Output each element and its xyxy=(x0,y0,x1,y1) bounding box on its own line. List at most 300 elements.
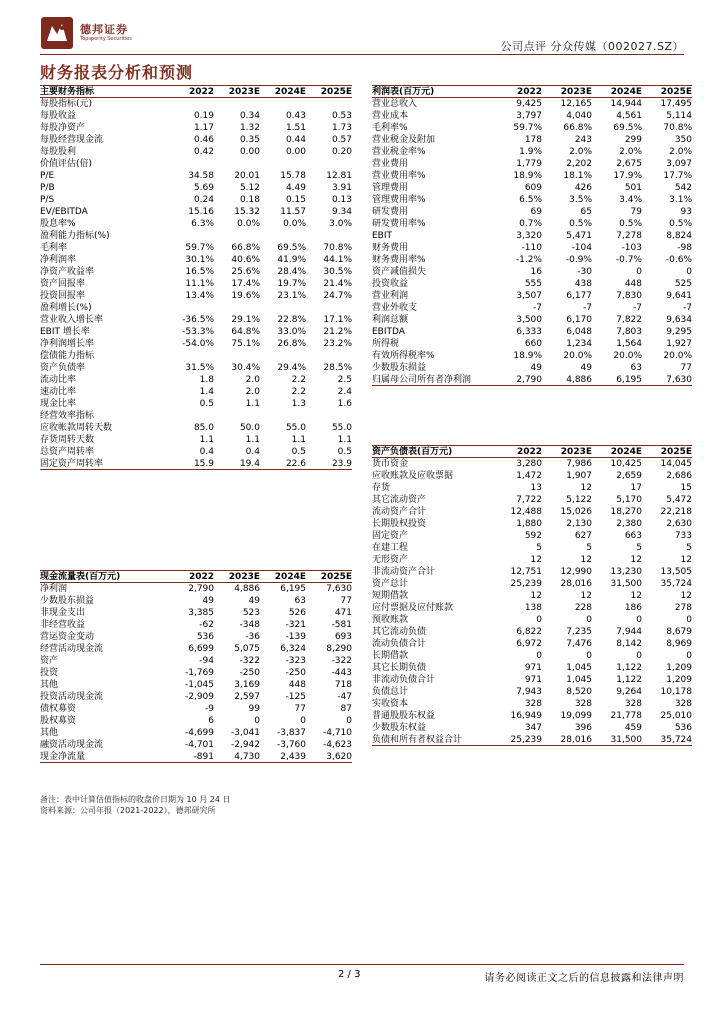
cell-value: 8,142 xyxy=(616,639,642,649)
row-label: EV/EBITDA xyxy=(40,207,88,217)
cell-value: 733 xyxy=(674,531,692,541)
cell-value: 0.0% xyxy=(237,219,260,229)
cell-value: 7,822 xyxy=(616,315,642,325)
cell-value: 1.1 xyxy=(245,435,260,445)
cell-value: 28.5% xyxy=(323,363,352,373)
table-title: 现金流量表(百万元) xyxy=(40,571,121,582)
table-row xyxy=(40,631,352,643)
table-row xyxy=(40,691,352,703)
table-row xyxy=(372,98,692,110)
table-row xyxy=(40,206,352,218)
cell-value: 3,507 xyxy=(516,291,542,301)
column-header: 2025E xyxy=(660,446,692,457)
cell-value: 23.9 xyxy=(331,458,352,469)
table-row xyxy=(40,182,352,194)
table-row xyxy=(40,446,352,458)
cell-value: 66.8% xyxy=(231,243,260,253)
cell-value: 1.51 xyxy=(285,123,306,133)
cell-value: 22.6 xyxy=(285,458,306,469)
cell-value: 138 xyxy=(524,603,542,613)
cell-value: 59.7% xyxy=(513,123,542,133)
column-header: 2022 xyxy=(188,86,214,97)
table-row xyxy=(372,290,692,302)
cell-value: 555 xyxy=(524,279,542,289)
cell-value: 1,045 xyxy=(566,675,592,685)
cell-value: -4,623 xyxy=(322,740,352,750)
cell-value: 0.5 xyxy=(337,447,352,457)
table-row xyxy=(372,194,692,206)
cell-value: -7 xyxy=(583,303,592,313)
cell-value: 8,520 xyxy=(566,687,592,697)
cell-value: 1.17 xyxy=(193,123,214,133)
cell-value: 19.7% xyxy=(277,279,306,289)
table-header xyxy=(40,85,352,98)
row-label: 盈利增长(%) xyxy=(40,303,92,313)
cell-value: 50.0 xyxy=(239,423,260,433)
cell-value: 2,659 xyxy=(616,471,642,481)
table-row xyxy=(40,122,352,134)
row-label: P/B xyxy=(40,183,55,193)
cell-value: 22.8% xyxy=(277,315,306,325)
table-row xyxy=(372,662,692,674)
logo-english-name: Topsperity Securities xyxy=(80,36,132,42)
table-row xyxy=(40,326,352,338)
cell-value: 0.53 xyxy=(331,111,352,121)
cell-value: -250 xyxy=(285,668,306,678)
cell-value: 6,195 xyxy=(280,584,306,594)
cell-value: -322 xyxy=(331,656,352,666)
cell-value: 0 xyxy=(686,651,692,661)
cell-value: 6,822 xyxy=(516,627,542,637)
cell-value: 18,270 xyxy=(610,507,642,517)
cell-value: -9 xyxy=(205,704,214,714)
cell-value: 21.4% xyxy=(323,279,352,289)
cell-value: 16,949 xyxy=(510,711,542,721)
row-label: 总资产周转率 xyxy=(40,447,95,457)
table-row xyxy=(40,170,352,182)
cell-value: 0 xyxy=(636,651,642,661)
cell-value: 11.1% xyxy=(185,279,214,289)
cell-value: 0.7% xyxy=(519,219,542,229)
table-row xyxy=(40,302,352,314)
row-label: P/E xyxy=(40,171,55,181)
table-row xyxy=(40,595,352,607)
footer-divider xyxy=(40,964,684,965)
cell-value: 0.46 xyxy=(193,135,214,145)
table-row xyxy=(40,667,352,679)
cell-value: 63 xyxy=(294,596,306,606)
row-label: 偿债能力指标 xyxy=(40,351,95,361)
cell-value: 2,380 xyxy=(616,519,642,529)
cell-value: 448 xyxy=(288,680,306,690)
cell-value: 24.7% xyxy=(323,291,352,301)
cell-value: 19.4 xyxy=(239,458,260,469)
cell-value: 1,564 xyxy=(616,339,642,349)
cell-value: 3.91 xyxy=(331,183,352,193)
cell-value: 63 xyxy=(630,363,642,373)
cell-value: 9,641 xyxy=(666,291,692,301)
cell-value: 69.5% xyxy=(613,123,642,133)
cell-value: 2,790 xyxy=(188,584,214,594)
row-label: 净资产收益率 xyxy=(40,267,95,277)
cell-value: -1.2% xyxy=(515,255,542,265)
cell-value: 2,130 xyxy=(566,519,592,529)
cell-value: 23.1% xyxy=(277,291,306,301)
table-row xyxy=(40,242,352,254)
cell-value: 5,472 xyxy=(666,495,692,505)
cell-value: 1,927 xyxy=(666,339,692,349)
cash-flow-table xyxy=(40,570,352,763)
column-header: 2023E xyxy=(560,86,592,97)
notes xyxy=(40,794,231,816)
row-label: 经营活动现金流 xyxy=(40,644,104,654)
row-label: 毛利率 xyxy=(40,243,68,253)
page-title: 财务报表分析和预测 xyxy=(40,63,194,82)
cell-value: 299 xyxy=(624,135,642,145)
row-label: 少数股东权益 xyxy=(372,723,427,733)
cell-value: 523 xyxy=(242,608,260,618)
cell-value: 18.9% xyxy=(513,351,542,361)
column-header: 2025E xyxy=(660,86,692,97)
row-label: 投资 xyxy=(40,668,59,678)
cell-value: 3,500 xyxy=(516,315,542,325)
main-indicators-table xyxy=(40,85,352,470)
cell-value: 31.5% xyxy=(185,363,214,373)
cell-value: 6,324 xyxy=(280,644,306,654)
cell-value: 6,333 xyxy=(516,327,542,337)
table-row xyxy=(40,398,352,410)
cell-value: 426 xyxy=(574,183,592,193)
cell-value: 6,699 xyxy=(188,644,214,654)
cell-value: 0.13 xyxy=(331,195,352,205)
table-row xyxy=(372,278,692,290)
row-label: 财务费用 xyxy=(372,243,409,253)
cell-value: 10,425 xyxy=(610,459,642,469)
cell-value: -53.3% xyxy=(182,327,214,337)
row-label: 净利润 xyxy=(40,584,68,594)
row-label: 净利润率 xyxy=(40,255,77,265)
header-divider xyxy=(40,54,684,55)
cell-value: 25,239 xyxy=(510,734,542,745)
cell-value: 0.43 xyxy=(285,111,306,121)
row-label: 营业成本 xyxy=(372,111,409,121)
cell-value: 2.4 xyxy=(337,387,352,397)
column-header: 2022 xyxy=(188,571,214,582)
row-label: 非流动负债合计 xyxy=(372,675,436,685)
cell-value: 19,099 xyxy=(560,711,592,721)
cell-value: 693 xyxy=(334,632,352,642)
cell-value: 0.44 xyxy=(285,135,306,145)
cell-value: 0.5% xyxy=(619,219,642,229)
row-label: EBIT xyxy=(372,231,393,241)
table-row xyxy=(40,110,352,122)
cell-value: 0 xyxy=(586,651,592,661)
cell-value: 1.1 xyxy=(291,435,306,445)
cell-value: 0 xyxy=(586,615,592,625)
cell-value: 69 xyxy=(530,207,542,217)
column-header: 2024E xyxy=(274,86,306,97)
column-header: 2023E xyxy=(228,571,260,582)
row-label: 投资活动现金流 xyxy=(40,692,104,702)
row-label: 利润总额 xyxy=(372,315,409,325)
cell-value: 12 xyxy=(680,555,692,565)
cell-value: -2,942 xyxy=(230,740,260,750)
table-row xyxy=(372,314,692,326)
table-row xyxy=(40,643,352,655)
table-row xyxy=(40,290,352,302)
legal-disclaimer: 请务必阅读正文之后的信息披露和法律声明 xyxy=(484,973,684,984)
table-row xyxy=(40,158,352,170)
cell-value: -4,701 xyxy=(184,740,214,750)
row-label: 股息率% xyxy=(40,219,76,229)
table-row xyxy=(40,583,352,595)
cell-value: 8,679 xyxy=(666,627,692,637)
cell-value: 278 xyxy=(674,603,692,613)
table-row xyxy=(372,338,692,350)
cell-value: -7 xyxy=(683,303,692,313)
table-row xyxy=(40,422,352,434)
row-label: 在建工程 xyxy=(372,543,409,553)
note-valuation-date: 备注：表中计算估值指标的收盘价日期为 10 月 24 日 xyxy=(40,795,231,804)
table-row xyxy=(40,350,352,362)
cell-value: 9,634 xyxy=(666,315,692,325)
row-label: 每股经营现金流 xyxy=(40,135,104,145)
cell-value: -2,909 xyxy=(184,692,214,702)
row-label: 营业费用率% xyxy=(372,171,426,181)
cell-value: 8,824 xyxy=(666,231,692,241)
cell-value: 20.0% xyxy=(663,351,692,361)
logo-emblem-icon xyxy=(40,16,74,50)
cell-value: 66.8% xyxy=(563,123,592,133)
note-data-source: 资料来源：公司年报（2021-2022），德邦研究所 xyxy=(40,806,216,815)
cell-value: 18.1% xyxy=(563,171,592,181)
row-label: 负债总计 xyxy=(372,687,409,697)
cell-value: 4,730 xyxy=(234,751,260,762)
cell-value: 1.8 xyxy=(199,375,214,385)
cell-value: 5 xyxy=(686,543,692,553)
table-row xyxy=(372,134,692,146)
row-label: 研发费用 xyxy=(372,207,409,217)
table-row xyxy=(372,302,692,314)
cell-value: 11.57 xyxy=(280,207,306,217)
cell-value: 41.9% xyxy=(277,255,306,265)
cell-value: 7,630 xyxy=(326,584,352,594)
cell-value: 87 xyxy=(340,704,352,714)
cell-value: 2.0 xyxy=(245,387,260,397)
table-row xyxy=(372,470,692,482)
table-row xyxy=(40,739,352,751)
cell-value: 3.0% xyxy=(329,219,352,229)
cell-value: 18.9% xyxy=(513,171,542,181)
table-row xyxy=(40,230,352,242)
cell-value: 0.35 xyxy=(239,135,260,145)
table-row xyxy=(372,566,692,578)
table-row xyxy=(372,494,692,506)
cell-value: -3,760 xyxy=(276,740,306,750)
cell-value: 17.1% xyxy=(323,315,352,325)
cell-value: 5,122 xyxy=(566,495,592,505)
cell-value: 99 xyxy=(248,704,260,714)
cell-value: 971 xyxy=(524,675,542,685)
cell-value: 3,797 xyxy=(516,111,542,121)
table-row xyxy=(372,254,692,266)
cell-value: 0 xyxy=(536,651,542,661)
table-row xyxy=(372,686,692,698)
cell-value: 30.5% xyxy=(323,267,352,277)
cell-value: 1,209 xyxy=(666,675,692,685)
cell-value: 4,886 xyxy=(566,374,592,385)
table-row xyxy=(372,590,692,602)
cell-value: 243 xyxy=(574,135,592,145)
cell-value: 1.32 xyxy=(239,123,260,133)
cell-value: -348 xyxy=(239,620,260,630)
cell-value: 12 xyxy=(530,555,542,565)
row-label: 货币资金 xyxy=(372,459,409,469)
cell-value: -322 xyxy=(239,656,260,666)
cell-value: 0.19 xyxy=(193,111,214,121)
cell-value: 1.6 xyxy=(337,399,352,409)
table-row xyxy=(372,122,692,134)
row-label: 营业利润 xyxy=(372,291,409,301)
table-row xyxy=(372,158,692,170)
row-label: 经营效率指标 xyxy=(40,411,95,421)
table-row xyxy=(372,374,692,386)
cell-value: 0.15 xyxy=(285,195,306,205)
row-label: 营业税金及附加 xyxy=(372,135,436,145)
table-row xyxy=(372,710,692,722)
table-row xyxy=(372,218,692,230)
table-row xyxy=(40,374,352,386)
cell-value: 3,320 xyxy=(516,231,542,241)
cell-value: 536 xyxy=(674,723,692,733)
cell-value: 25,010 xyxy=(660,711,692,721)
cell-value: 0 xyxy=(346,716,352,726)
cell-value: 8,290 xyxy=(326,644,352,654)
cell-value: 15 xyxy=(680,483,692,493)
cell-value: 29.4% xyxy=(277,363,306,373)
row-label: 应付票据及应付账款 xyxy=(372,603,454,613)
cell-value: 971 xyxy=(524,663,542,673)
cell-value: 0 xyxy=(300,716,306,726)
cell-value: -62 xyxy=(199,620,214,630)
cell-value: 0.5 xyxy=(199,399,214,409)
cell-value: 3,385 xyxy=(188,608,214,618)
table-row xyxy=(372,638,692,650)
table-title: 资产负债表(百万元) xyxy=(372,446,453,457)
row-label: 资产减值损失 xyxy=(372,267,427,277)
cell-value: 3.1% xyxy=(669,195,692,205)
cell-value: 20.0% xyxy=(563,351,592,361)
cell-value: 29.1% xyxy=(231,315,260,325)
company-logo xyxy=(40,16,160,50)
cell-value: 525 xyxy=(674,279,692,289)
cell-value: 21.2% xyxy=(323,327,352,337)
cell-value: 26.8% xyxy=(277,339,306,349)
cell-value: 0.4 xyxy=(199,447,214,457)
table-row xyxy=(372,698,692,710)
cell-value: 30.1% xyxy=(185,255,214,265)
cell-value: 0.18 xyxy=(239,195,260,205)
cell-value: 1.3 xyxy=(291,399,306,409)
cell-value: 33.0% xyxy=(277,327,306,337)
table-row xyxy=(40,434,352,446)
cell-value: 6,048 xyxy=(566,327,592,337)
cell-value: -1,769 xyxy=(184,668,214,678)
cell-value: 186 xyxy=(624,603,642,613)
cell-value: 34.58 xyxy=(188,171,214,181)
cell-value: 6,170 xyxy=(566,315,592,325)
cell-value: 40.6% xyxy=(231,255,260,265)
row-label: 股权募资 xyxy=(40,716,77,726)
page-number: 2 / 3 xyxy=(338,969,361,980)
cell-value: -581 xyxy=(331,620,352,630)
row-label: 营业外收支 xyxy=(372,303,418,313)
cell-value: 627 xyxy=(574,531,592,541)
table-row xyxy=(372,146,692,158)
table-row xyxy=(372,506,692,518)
cell-value: 7,830 xyxy=(616,291,642,301)
table-row xyxy=(40,338,352,350)
cell-value: 5.12 xyxy=(239,183,260,193)
cell-value: 350 xyxy=(674,135,692,145)
cell-value: 4.49 xyxy=(285,183,306,193)
cell-value: -0.7% xyxy=(615,255,642,265)
cell-value: 1,209 xyxy=(666,663,692,673)
cell-value: 22,218 xyxy=(660,507,692,517)
row-label: 固定资产 xyxy=(372,531,409,541)
cell-value: 3.4% xyxy=(619,195,642,205)
row-label: 资产回报率 xyxy=(40,279,86,289)
cell-value: 9,425 xyxy=(516,99,542,109)
cell-value: 8,969 xyxy=(666,639,692,649)
cell-value: 7,630 xyxy=(666,374,692,385)
cell-value: 28,016 xyxy=(560,579,592,589)
column-header: 2024E xyxy=(274,571,306,582)
cell-value: 2.0 xyxy=(245,375,260,385)
cell-value: 15.9 xyxy=(193,458,214,469)
cell-value: 9,264 xyxy=(616,687,642,697)
row-label: 流动负债合计 xyxy=(372,639,427,649)
column-header: 2022 xyxy=(516,86,542,97)
table-title: 利润表(百万元) xyxy=(372,86,435,97)
cell-value: 0.5 xyxy=(291,447,306,457)
cell-value: 17.4% xyxy=(231,279,260,289)
table-row xyxy=(40,218,352,230)
cell-value: 55.0 xyxy=(285,423,306,433)
cell-value: 49 xyxy=(202,596,214,606)
cell-value: 25,239 xyxy=(510,579,542,589)
cell-value: 10,178 xyxy=(660,687,692,697)
cell-value: 12 xyxy=(580,555,592,565)
row-label: 普通股股东权益 xyxy=(372,711,436,721)
table-row xyxy=(40,134,352,146)
cell-value: 6 xyxy=(208,716,214,726)
column-header: 2023E xyxy=(228,86,260,97)
row-label: 投资回报率 xyxy=(40,291,86,301)
cell-value: 536 xyxy=(196,632,214,642)
row-label: 有效所得税率% xyxy=(372,351,435,361)
cell-value: 0.0% xyxy=(283,219,306,229)
cell-value: 0.00 xyxy=(239,147,260,157)
cell-value: 2,790 xyxy=(516,374,542,385)
table-row xyxy=(40,410,352,422)
table-row xyxy=(372,626,692,638)
cell-value: 2.0% xyxy=(569,147,592,157)
cell-value: 14,944 xyxy=(610,99,642,109)
cell-value: 12 xyxy=(530,591,542,601)
row-label: 净利润增长率 xyxy=(40,339,95,349)
row-label: 资产总计 xyxy=(372,579,409,589)
